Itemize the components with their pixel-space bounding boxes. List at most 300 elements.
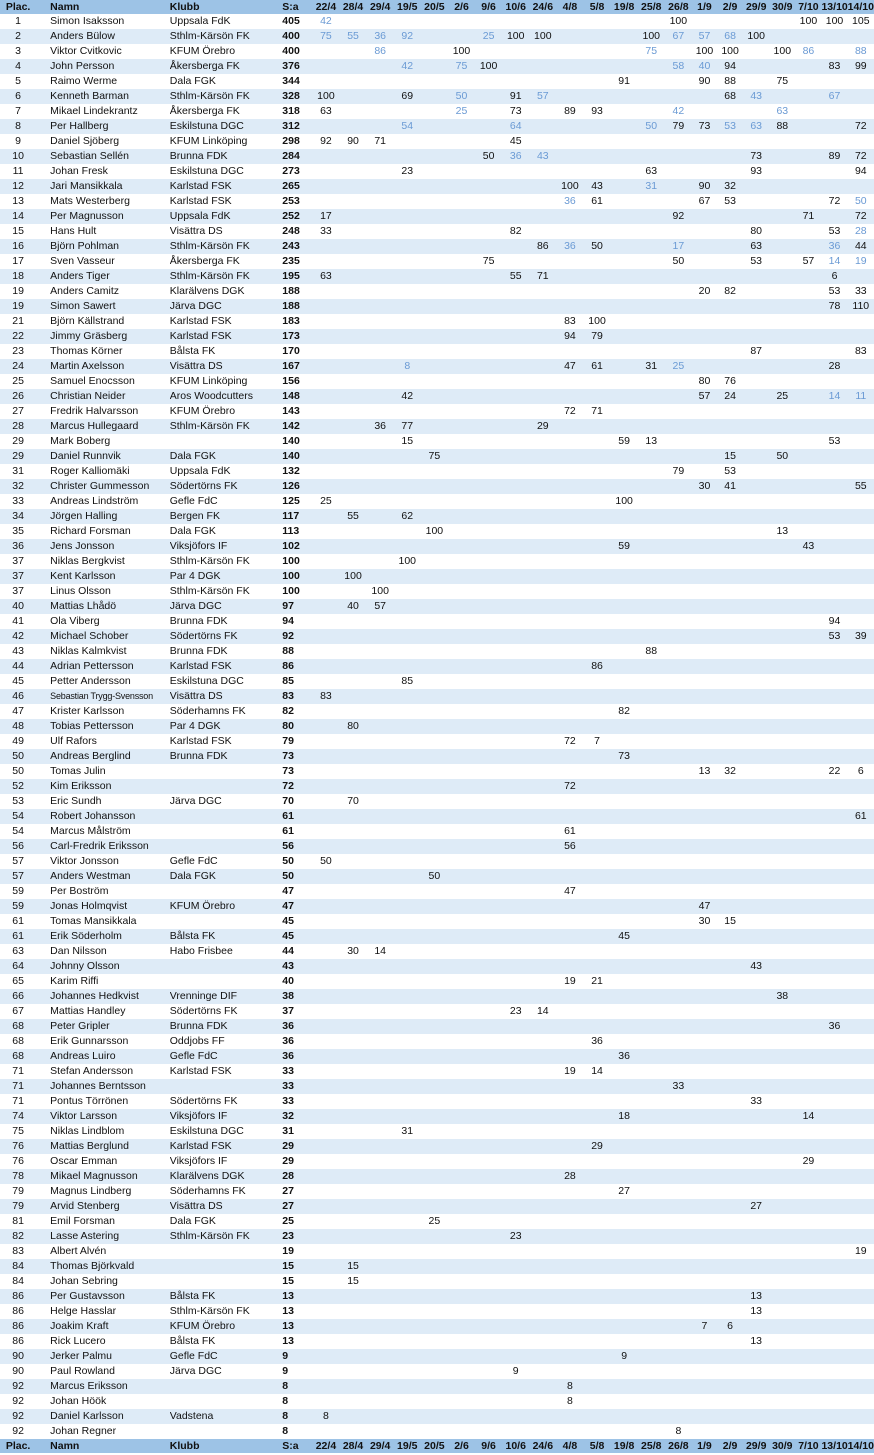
event-points-cell	[367, 854, 394, 869]
table-row	[0, 329, 874, 344]
column-header-event-date[interactable]: 7/10	[795, 0, 821, 14]
event-points-cell	[638, 1079, 665, 1094]
event-points-cell	[394, 809, 421, 824]
table-row	[0, 224, 874, 239]
event-points-cell: 100	[795, 14, 821, 29]
event-points-cell	[848, 1139, 874, 1154]
event-points-cell	[475, 329, 502, 344]
event-points-cell	[312, 194, 339, 209]
total-points-cell: 83	[282, 689, 312, 704]
total-points-cell: 188	[282, 284, 312, 299]
event-points-cell	[394, 524, 421, 539]
total-points-cell: 36	[282, 1049, 312, 1064]
event-points-cell	[583, 959, 610, 974]
column-header-event-date[interactable]: 24/6	[529, 0, 556, 14]
event-points-cell	[394, 239, 421, 254]
event-points-cell	[475, 14, 502, 29]
event-points-cell	[556, 1364, 583, 1379]
player-name-cell: Per Boström	[36, 884, 170, 899]
column-header-event-date[interactable]: 2/9	[717, 0, 743, 14]
player-name-cell: Andreas Luiro	[36, 1049, 170, 1064]
event-points-cell	[556, 1259, 583, 1274]
event-points-cell	[743, 659, 769, 674]
event-points-cell	[848, 1394, 874, 1409]
event-points-cell	[717, 749, 743, 764]
event-points-cell	[421, 224, 448, 239]
table-row	[0, 704, 874, 719]
event-points-cell	[529, 1274, 556, 1289]
event-points-cell	[583, 944, 610, 959]
event-points-cell	[502, 1049, 529, 1064]
event-points-cell	[340, 1214, 367, 1229]
event-points-cell	[394, 464, 421, 479]
event-points-cell: 19	[556, 974, 583, 989]
event-points-cell	[448, 404, 475, 419]
event-points-cell	[743, 1064, 769, 1079]
column-footer-name[interactable]: Namn	[36, 1439, 170, 1453]
event-points-cell	[821, 344, 847, 359]
event-points-cell: 72	[556, 734, 583, 749]
event-points-cell	[717, 1334, 743, 1349]
event-points-cell	[583, 1109, 610, 1124]
event-points-cell	[502, 959, 529, 974]
event-points-cell	[502, 314, 529, 329]
event-points-cell	[821, 1214, 847, 1229]
event-points-cell	[717, 1079, 743, 1094]
event-points-cell: 8	[312, 1409, 339, 1424]
column-header-event-date[interactable]: 9/6	[475, 0, 502, 14]
rank-cell: 68	[0, 1034, 36, 1049]
event-points-cell: 57	[367, 599, 394, 614]
event-points-cell: 50	[769, 449, 795, 464]
table-row	[0, 659, 874, 674]
event-points-cell	[367, 1289, 394, 1304]
event-points-cell	[394, 839, 421, 854]
column-header-event-date[interactable]: 22/4	[312, 0, 339, 14]
event-points-cell	[340, 344, 367, 359]
club-cell: Bålsta FK	[170, 1334, 283, 1349]
column-footer-event-date[interactable]: 2/6	[448, 1439, 475, 1453]
event-points-cell	[743, 989, 769, 1004]
event-points-cell: 61	[848, 809, 874, 824]
event-points-cell	[475, 764, 502, 779]
event-points-cell	[848, 74, 874, 89]
event-points-cell	[421, 299, 448, 314]
event-points-cell	[769, 434, 795, 449]
event-points-cell	[821, 944, 847, 959]
player-name-cell: Jonas Holmqvist	[36, 899, 170, 914]
event-points-cell	[529, 824, 556, 839]
event-points-cell	[743, 629, 769, 644]
club-cell: Gefle FdC	[170, 494, 283, 509]
event-points-cell: 72	[556, 404, 583, 419]
event-points-cell	[340, 1199, 367, 1214]
event-points-cell	[475, 164, 502, 179]
event-points-cell	[665, 839, 692, 854]
event-points-cell: 33	[743, 1094, 769, 1109]
event-points-cell	[692, 569, 717, 584]
column-footer-event-date[interactable]: 19/5	[394, 1439, 421, 1453]
total-points-cell: 195	[282, 269, 312, 284]
rank-cell: 68	[0, 1019, 36, 1034]
player-name-cell: Martin Axelsson	[36, 359, 170, 374]
event-points-cell	[448, 374, 475, 389]
event-points-cell	[717, 254, 743, 269]
table-row	[0, 209, 874, 224]
event-points-cell	[821, 719, 847, 734]
column-footer-event-date[interactable]: 7/10	[795, 1439, 821, 1453]
event-points-cell	[529, 749, 556, 764]
table-row	[0, 929, 874, 944]
column-header-event-date[interactable]: 29/9	[743, 0, 769, 14]
event-points-cell	[502, 1409, 529, 1424]
column-footer-event-date[interactable]: 10/6	[502, 1439, 529, 1453]
event-points-cell	[502, 1244, 529, 1259]
event-points-cell	[421, 1289, 448, 1304]
player-name-cell: Pontus Törrönen	[36, 1094, 170, 1109]
event-points-cell	[529, 569, 556, 584]
column-header-event-date[interactable]: 13/10	[821, 1, 848, 13]
event-points-cell	[769, 344, 795, 359]
table-row	[0, 1154, 874, 1169]
table-row	[0, 1289, 874, 1304]
event-points-cell	[717, 899, 743, 914]
event-points-cell	[743, 599, 769, 614]
event-points-cell: 14	[583, 1064, 610, 1079]
column-footer-event-date[interactable]: 26/8	[665, 1439, 692, 1453]
event-points-cell	[611, 419, 638, 434]
event-points-cell	[692, 1184, 717, 1199]
event-points-cell	[665, 1124, 692, 1139]
column-footer-event-date[interactable]: 25/8	[638, 1439, 665, 1453]
event-points-cell	[312, 419, 339, 434]
event-points-cell	[611, 389, 638, 404]
event-points-cell	[743, 1154, 769, 1169]
event-points-cell	[743, 1214, 769, 1229]
event-points-cell	[717, 869, 743, 884]
column-header-event-date[interactable]: 29/4	[367, 0, 394, 14]
event-points-cell	[743, 14, 769, 29]
event-points-cell	[611, 314, 638, 329]
table-row	[0, 1349, 874, 1364]
club-cell: Viksjöfors IF	[170, 1109, 283, 1124]
event-points-cell	[743, 1109, 769, 1124]
event-points-cell	[717, 1139, 743, 1154]
event-points-cell	[743, 884, 769, 899]
event-points-cell	[821, 674, 847, 689]
event-points-cell	[556, 959, 583, 974]
column-header-event-date[interactable]: 20/5	[421, 0, 448, 14]
table-row	[0, 1004, 874, 1019]
column-footer-event-date[interactable]: 29/9	[743, 1439, 769, 1453]
total-points-cell: 188	[282, 299, 312, 314]
event-points-cell	[795, 344, 821, 359]
event-points-cell	[475, 794, 502, 809]
event-points-cell	[821, 1229, 847, 1244]
player-name-cell: Peter Gripler	[36, 1019, 170, 1034]
event-points-cell	[717, 989, 743, 1004]
event-points-cell: 15	[394, 434, 421, 449]
event-points-cell: 61	[583, 359, 610, 374]
event-points-cell	[665, 734, 692, 749]
club-cell	[170, 1274, 283, 1289]
event-points-cell	[638, 629, 665, 644]
event-points-cell	[821, 689, 847, 704]
event-points-cell: 100	[743, 29, 769, 44]
column-footer-event-date[interactable]: 30/9	[769, 1439, 795, 1453]
event-points-cell	[611, 1214, 638, 1229]
event-points-cell	[556, 1409, 583, 1424]
event-points-cell	[821, 1394, 847, 1409]
event-points-cell	[821, 989, 847, 1004]
event-points-cell	[743, 194, 769, 209]
event-points-cell	[692, 944, 717, 959]
player-name-cell: Viktor Jonsson	[36, 854, 170, 869]
event-points-cell: 92	[312, 134, 339, 149]
column-footer-event-date[interactable]: 19/8	[611, 1439, 638, 1453]
event-points-cell	[717, 1094, 743, 1109]
column-header-event-date[interactable]: 19/5	[394, 0, 421, 14]
event-points-cell	[638, 1304, 665, 1319]
event-points-cell	[421, 1244, 448, 1259]
column-header-event-date[interactable]: 1/9	[692, 0, 717, 14]
column-header-name[interactable]: Namn	[36, 0, 170, 14]
event-points-cell	[340, 419, 367, 434]
event-points-cell	[665, 44, 692, 59]
event-points-cell	[556, 419, 583, 434]
event-points-cell	[692, 884, 717, 899]
club-cell: Uppsala FdK	[170, 464, 283, 479]
event-points-cell	[448, 674, 475, 689]
event-points-cell	[421, 1184, 448, 1199]
event-points-cell	[638, 224, 665, 239]
event-points-cell	[611, 1124, 638, 1139]
rank-cell: 46	[0, 689, 36, 704]
event-points-cell	[795, 239, 821, 254]
event-points-cell	[848, 1289, 874, 1304]
event-points-cell	[795, 1049, 821, 1064]
column-header-sum[interactable]: S:a	[282, 0, 312, 14]
event-points-cell	[394, 1349, 421, 1364]
event-points-cell	[583, 1004, 610, 1019]
column-header-event-date[interactable]: 2/6	[448, 0, 475, 14]
event-points-cell	[665, 974, 692, 989]
event-points-cell: 13	[769, 524, 795, 539]
event-points-cell	[556, 614, 583, 629]
event-points-cell	[692, 1274, 717, 1289]
event-points-cell	[367, 449, 394, 464]
club-cell: Bålsta FK	[170, 929, 283, 944]
rank-cell: 40	[0, 599, 36, 614]
club-cell: Karlstad FSK	[170, 314, 283, 329]
table-row	[0, 1184, 874, 1199]
event-points-cell	[611, 719, 638, 734]
event-points-cell	[665, 884, 692, 899]
column-header-plac[interactable]: Plac.	[0, 0, 36, 14]
event-points-cell	[475, 509, 502, 524]
event-points-cell	[340, 884, 367, 899]
column-footer-event-date[interactable]: 29/4	[367, 1439, 394, 1453]
rank-cell: 31	[0, 464, 36, 479]
event-points-cell	[638, 989, 665, 1004]
event-points-cell	[638, 74, 665, 89]
event-points-cell	[312, 1229, 339, 1244]
event-points-cell	[529, 764, 556, 779]
event-points-cell	[743, 1169, 769, 1184]
event-points-cell	[340, 1064, 367, 1079]
column-header-event-date[interactable]: 4/8	[556, 0, 583, 14]
column-footer-event-date[interactable]: 2/9	[717, 1439, 743, 1453]
event-points-cell	[475, 224, 502, 239]
event-points-cell: 78	[821, 299, 847, 314]
column-footer-club[interactable]: Klubb	[170, 1439, 283, 1453]
event-points-cell	[743, 764, 769, 779]
rank-cell: 92	[0, 1394, 36, 1409]
event-points-cell	[529, 689, 556, 704]
event-points-cell	[638, 569, 665, 584]
column-header-club[interactable]: Klubb	[170, 0, 283, 14]
column-footer-event-date[interactable]: 5/8	[583, 1439, 610, 1453]
event-points-cell: 36	[556, 239, 583, 254]
event-points-cell	[394, 644, 421, 659]
table-row	[0, 404, 874, 419]
player-name-cell: Raimo Werme	[36, 74, 170, 89]
event-points-cell	[448, 944, 475, 959]
player-name-cell: Richard Forsman	[36, 524, 170, 539]
event-points-cell	[717, 1349, 743, 1364]
event-points-cell	[502, 509, 529, 524]
column-footer-event-date[interactable]: 4/8	[556, 1439, 583, 1453]
event-points-cell	[692, 1364, 717, 1379]
event-points-cell	[421, 824, 448, 839]
column-header-event-date[interactable]: 5/8	[583, 0, 610, 14]
column-header-event-date[interactable]: 25/8	[638, 0, 665, 14]
column-footer-event-date[interactable]: 14/10	[847, 1440, 874, 1452]
column-footer-event-date[interactable]: 13/10	[821, 1440, 848, 1452]
event-points-cell	[638, 1229, 665, 1244]
event-points-cell	[692, 809, 717, 824]
event-points-cell	[556, 254, 583, 269]
column-footer-event-date[interactable]: 20/5	[421, 1439, 448, 1453]
column-header-event-date[interactable]: 30/9	[769, 0, 795, 14]
event-points-cell	[611, 1169, 638, 1184]
club-cell: Brunna FDK	[170, 749, 283, 764]
event-points-cell	[312, 914, 339, 929]
event-points-cell	[312, 434, 339, 449]
event-points-cell	[475, 644, 502, 659]
event-points-cell	[821, 1154, 847, 1169]
event-points-cell	[367, 614, 394, 629]
event-points-cell	[394, 899, 421, 914]
event-points-cell	[743, 1034, 769, 1049]
event-points-cell	[611, 1244, 638, 1259]
event-points-cell	[312, 164, 339, 179]
event-points-cell	[475, 1364, 502, 1379]
club-cell: Par 4 DGK	[170, 569, 283, 584]
event-points-cell	[421, 794, 448, 809]
event-points-cell	[475, 1079, 502, 1094]
column-footer-event-date[interactable]: 28/4	[340, 1439, 367, 1453]
column-header-event-date[interactable]: 26/8	[665, 0, 692, 14]
event-points-cell	[394, 884, 421, 899]
event-points-cell: 75	[638, 44, 665, 59]
player-name-cell: Mats Westerberg	[36, 194, 170, 209]
event-points-cell	[743, 389, 769, 404]
event-points-cell	[692, 1004, 717, 1019]
event-points-cell: 15	[340, 1259, 367, 1274]
event-points-cell	[795, 464, 821, 479]
column-header-event-date[interactable]: 14/10	[847, 1, 874, 13]
column-footer-event-date[interactable]: 24/6	[529, 1439, 556, 1453]
event-points-cell: 83	[556, 314, 583, 329]
event-points-cell: 63	[743, 239, 769, 254]
event-points-cell	[421, 479, 448, 494]
event-points-cell	[821, 1424, 847, 1439]
event-points-cell	[556, 794, 583, 809]
event-points-cell	[502, 389, 529, 404]
event-points-cell	[795, 959, 821, 974]
rank-cell: 84	[0, 1259, 36, 1274]
event-points-cell	[502, 1274, 529, 1289]
event-points-cell	[502, 1379, 529, 1394]
event-points-cell	[638, 779, 665, 794]
event-points-cell	[692, 1109, 717, 1124]
event-points-cell	[638, 869, 665, 884]
event-points-cell	[448, 1094, 475, 1109]
event-points-cell	[340, 1019, 367, 1034]
event-points-cell	[394, 1184, 421, 1199]
column-header-event-date[interactable]: 19/8	[611, 0, 638, 14]
event-points-cell	[611, 44, 638, 59]
event-points-cell	[611, 404, 638, 419]
event-points-cell	[502, 179, 529, 194]
event-points-cell: 40	[692, 59, 717, 74]
event-points-cell	[795, 524, 821, 539]
event-points-cell	[475, 674, 502, 689]
event-points-cell	[665, 1229, 692, 1244]
event-points-cell	[502, 1079, 529, 1094]
table-row	[0, 764, 874, 779]
column-header-event-date[interactable]: 28/4	[340, 0, 367, 14]
total-points-cell: 28	[282, 1169, 312, 1184]
event-points-cell	[717, 1259, 743, 1274]
event-points-cell	[312, 374, 339, 389]
event-points-cell	[769, 629, 795, 644]
event-points-cell	[475, 689, 502, 704]
column-footer-event-date[interactable]: 22/4	[312, 1439, 339, 1453]
column-footer-sum[interactable]: S:a	[282, 1439, 312, 1453]
column-footer-event-date[interactable]: 9/6	[475, 1439, 502, 1453]
column-header-event-date[interactable]: 10/6	[502, 0, 529, 14]
event-points-cell: 28	[821, 359, 847, 374]
column-footer-plac[interactable]: Plac.	[0, 1439, 36, 1453]
column-footer-event-date[interactable]: 1/9	[692, 1439, 717, 1453]
total-points-cell: 13	[282, 1334, 312, 1349]
event-points-cell: 72	[848, 119, 874, 134]
event-points-cell	[821, 209, 847, 224]
event-points-cell	[475, 1124, 502, 1139]
event-points-cell	[475, 1169, 502, 1184]
event-points-cell	[312, 1094, 339, 1109]
rank-cell: 50	[0, 749, 36, 764]
event-points-cell	[340, 1004, 367, 1019]
event-points-cell	[692, 1034, 717, 1049]
rank-cell: 15	[0, 224, 36, 239]
total-points-cell: 252	[282, 209, 312, 224]
event-points-cell	[340, 254, 367, 269]
event-points-cell	[556, 869, 583, 884]
event-points-cell	[448, 884, 475, 899]
